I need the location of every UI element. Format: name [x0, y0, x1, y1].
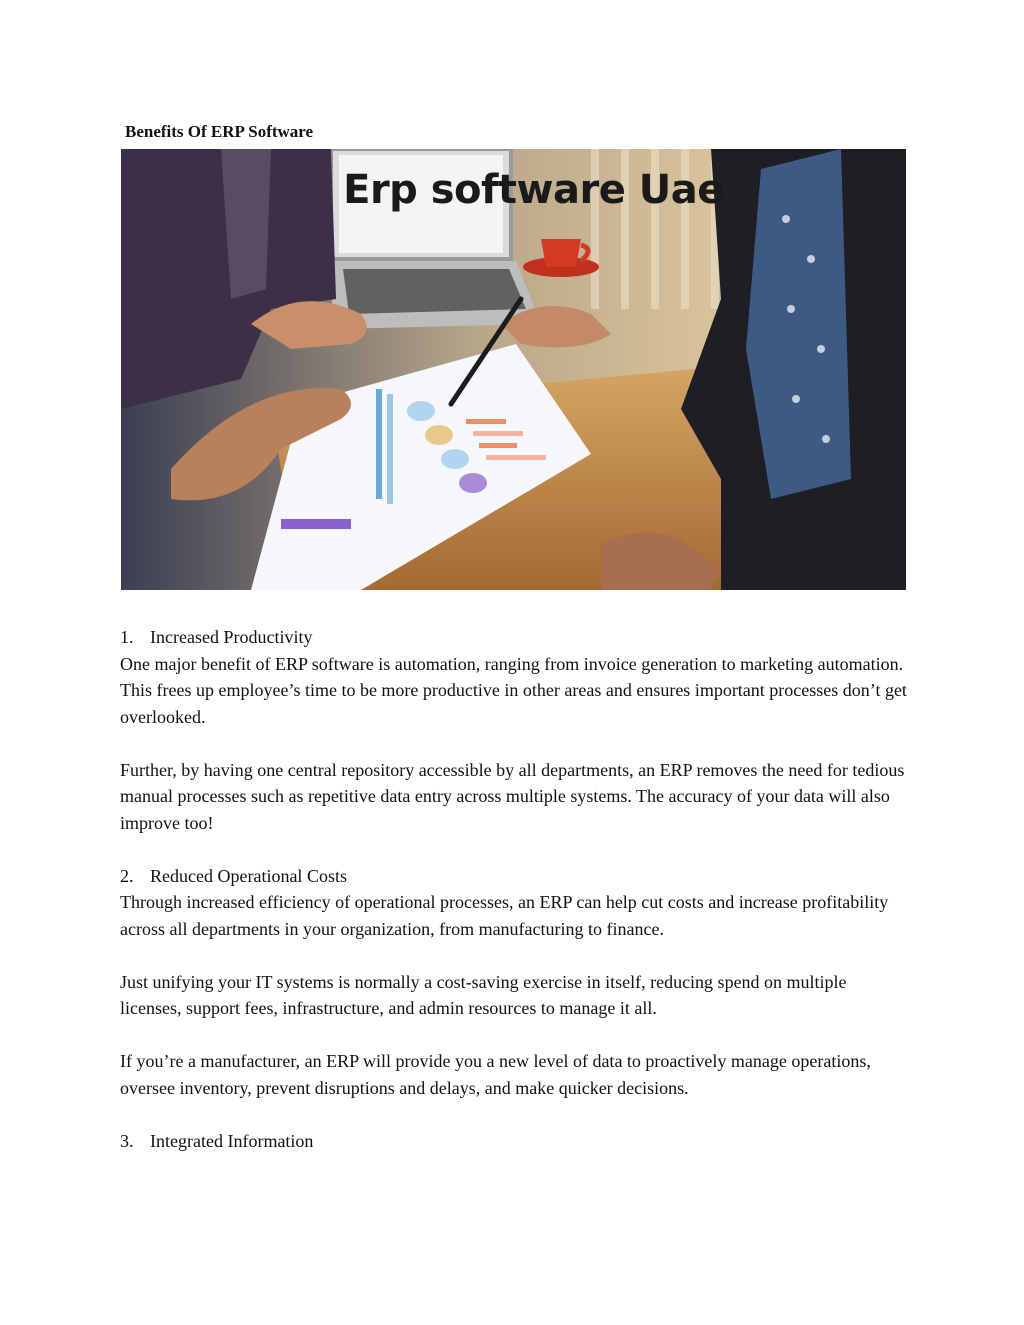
paragraph: Through increased efficiency of operational processes, an ERP can help cut costs and increase profitability across all departments in your organization, from manufacturing to finance.: [120, 892, 889, 939]
section-title: Integrated Information: [150, 1130, 314, 1151]
section-heading: [120, 863, 910, 890]
paragraph: Further, by having one central repository accessible by all departments, an ERP removes the need for tedious manual processes such as repetitive data entry across multiple systems. The accuracy of your data will also improve too!: [120, 759, 905, 833]
section-number: 3.: [120, 1130, 134, 1151]
hero-image: [121, 149, 906, 590]
business-meeting-photo: [121, 149, 906, 590]
section-number: 1.: [120, 627, 134, 647]
hero-caption: Erp software Uae: [343, 167, 724, 213]
section-number: 2.: [120, 865, 134, 886]
paragraph: Just unifying your IT systems is normally a cost-saving exercise in itself, reducing spend on multiple licenses, support fees, infrastructure, and admin resources to manage it all.: [120, 971, 847, 1018]
article-body: [120, 624, 910, 1154]
section-title: Increased Productivity: [150, 627, 313, 647]
section-title: Reduced Operational Costs: [150, 865, 347, 886]
paragraph: If you’re a manufacturer, an ERP will provide you a new level of data to proactively manage operations, oversee inventory, prevent disruptions and delays, and make quicker decisions.: [120, 1051, 871, 1098]
section-heading: [120, 1128, 910, 1155]
section-heading: [120, 624, 910, 651]
paragraph: One major benefit of ERP software is automation, ranging from invoice generation to marketing automation. This frees up employee’s time to be more productive in other areas and ensures important processes don’t get overlooked.: [120, 653, 907, 727]
page-title: Benefits Of ERP Software: [125, 122, 314, 141]
